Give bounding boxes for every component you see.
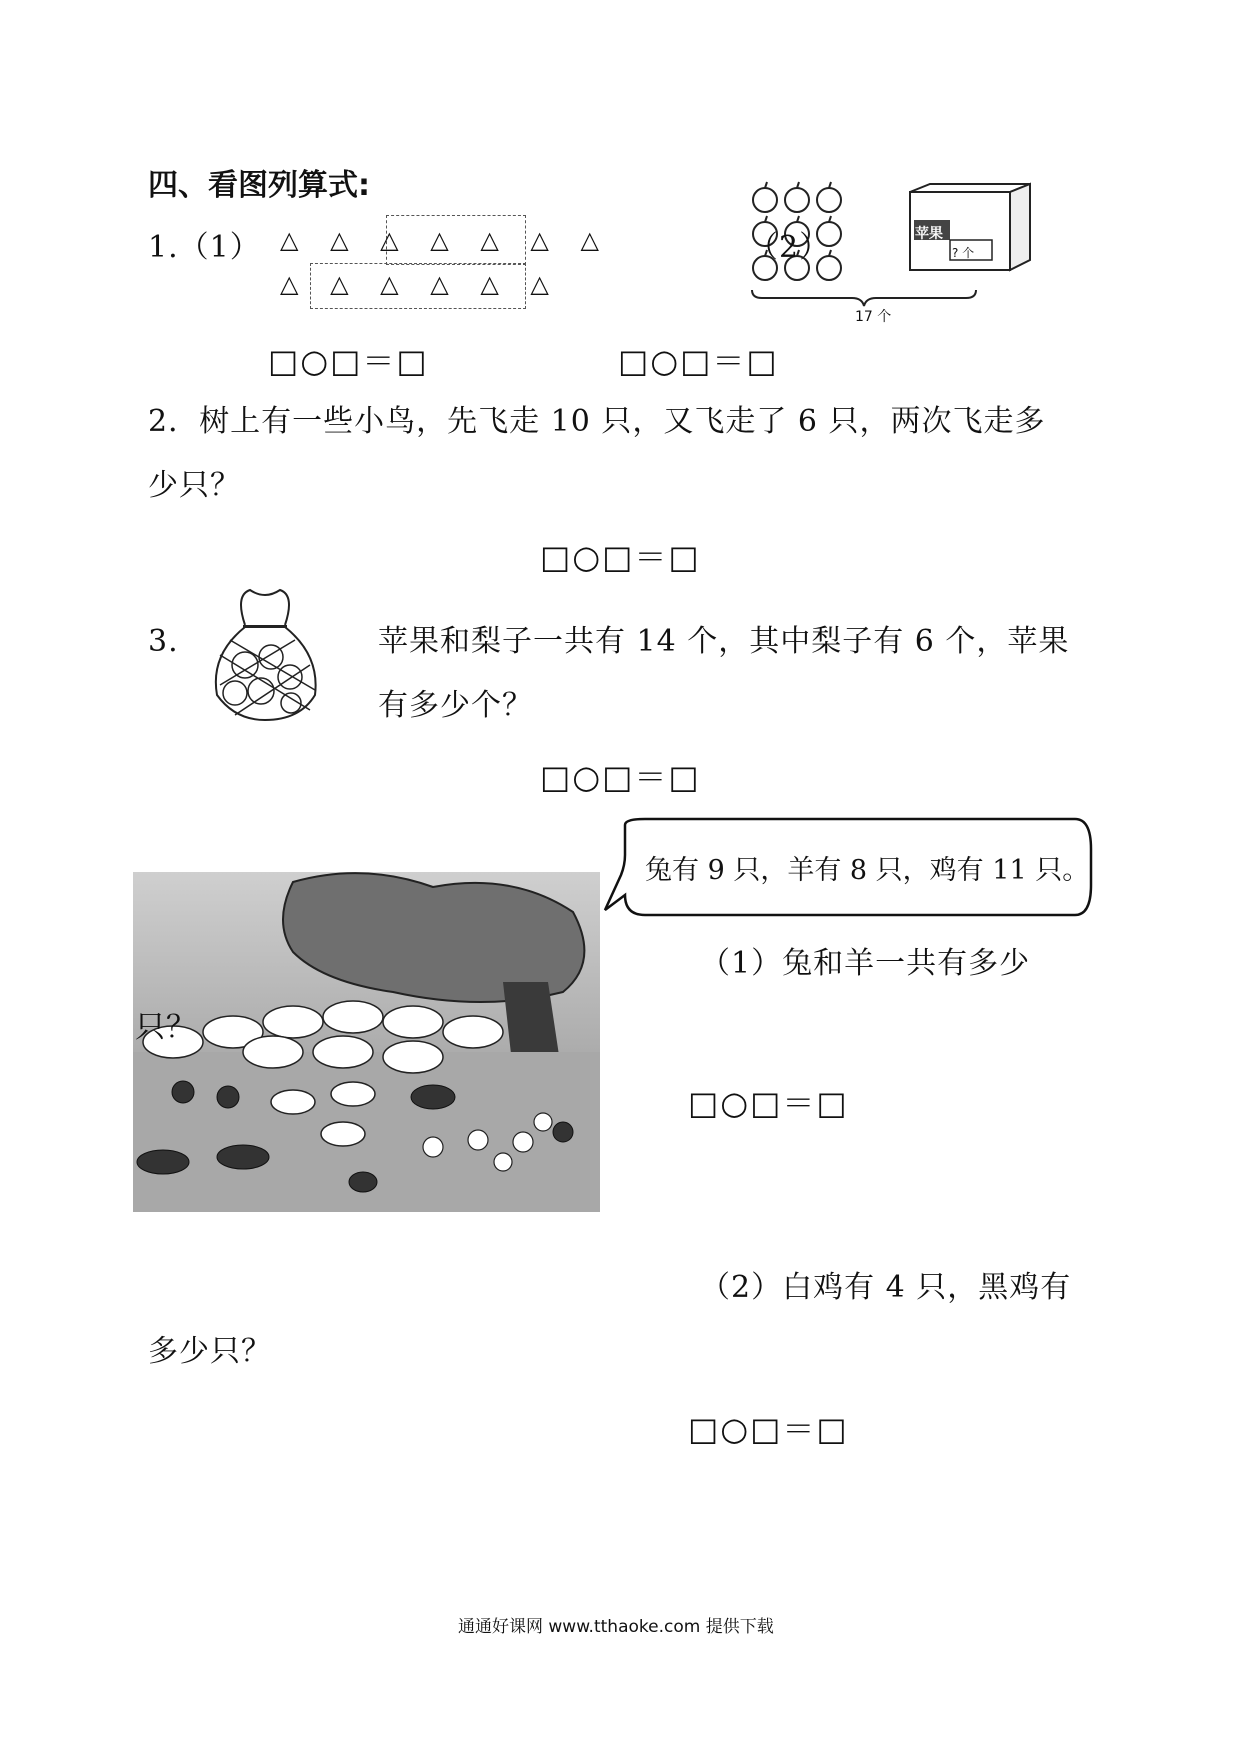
farm-animals-illustration xyxy=(133,872,600,1212)
q4-part2-line1: （2）白鸡有 4 只，黑鸡有 xyxy=(700,1270,1072,1305)
q4-part1-line1: （1）兔和羊一共有多少 xyxy=(700,946,1031,981)
footer-credit: 通通好课网 www.tthaoke.com 提供下载 xyxy=(458,1617,774,1637)
q3-line1: 苹果和梨子一共有 14 个，其中梨子有 6 个，苹果 xyxy=(378,624,1070,659)
speech-bubble-text: 兔有 9 只，羊有 8 只，鸡有 11 只。 xyxy=(645,855,1090,886)
q3-equation: □○□＝□ xyxy=(540,758,701,796)
q3-label: 3. xyxy=(148,624,179,659)
brace-total: 17 个 xyxy=(855,309,892,325)
box-unknown: ? 个 xyxy=(952,246,975,260)
q4-equation-2: □○□＝□ xyxy=(688,1410,849,1448)
q2-equation: □○□＝□ xyxy=(540,538,701,576)
section-title: 四、看图列算式: xyxy=(148,168,370,203)
q4-equation-1: □○□＝□ xyxy=(688,1084,849,1122)
box-label: 苹果 xyxy=(915,226,943,242)
q4-part2-line2: 多少只？ xyxy=(148,1334,272,1369)
triangle-row-1: △ △ △ △ △ △ △ xyxy=(280,226,611,254)
triangle-row-2: △ △ △ △ △ △ xyxy=(280,270,561,298)
q1-part2-label: （2） xyxy=(748,230,831,265)
q3-line2: 有多少个？ xyxy=(378,688,533,723)
q1-equation-2: □○□＝□ xyxy=(618,342,779,380)
q1-equation-1: □○□＝□ xyxy=(268,342,429,380)
q1-label: 1.（1） xyxy=(148,230,261,265)
q2-line1: 2．树上有一些小鸟，先飞走 10 只，又飞走了 6 只，两次飞走多 xyxy=(148,404,1046,439)
fruit-bag-illustration xyxy=(205,585,325,725)
q4-part1-line2: 只？ xyxy=(135,1010,197,1045)
q2-line2: 少只？ xyxy=(148,468,241,503)
